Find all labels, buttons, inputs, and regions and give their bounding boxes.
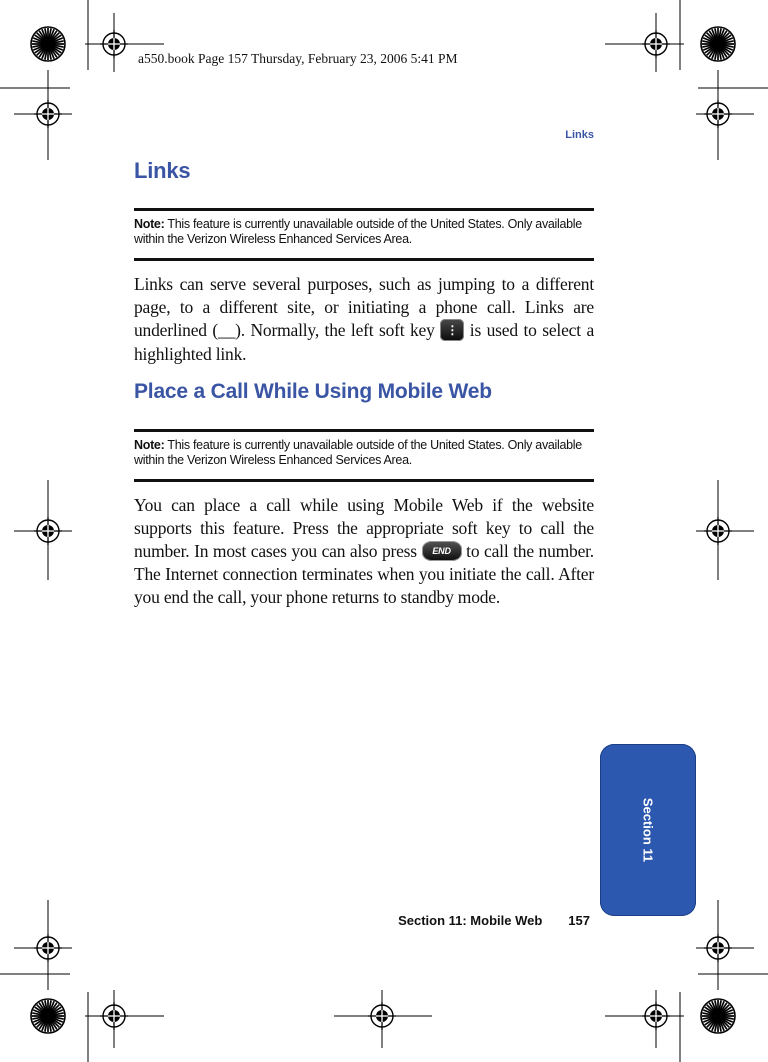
running-head: Links [565,129,594,141]
links-note-text: This feature is currently unavailable outside of the United States. Only available within the Verizon Wireless Enhanced Services Area. [134,217,582,246]
page-number: 157 [568,913,590,928]
section-tab-label: Section 11 [640,797,656,863]
page-content [134,156,594,609]
links-note [134,208,594,261]
links-body-text-1: Links can serve several purposes, such as jumping to a different page, to a different site, or initiating a phone call. Links are underlined (__). Normally, the left soft key [134,274,594,340]
place-call-note [134,429,594,482]
end-key-icon: END [422,541,462,561]
left-soft-key-icon: ⋮ [440,319,464,341]
links-heading: Links [134,158,191,183]
place-call-heading: Place a Call While Using Mobile Web [134,379,492,403]
place-call-note-text: This feature is currently unavailable outside of the United States. Only available within the Verizon Wireless Enhanced Services Area. [134,437,582,467]
place-call-body [134,494,594,609]
place-call-note-label: Note: [134,437,165,452]
page-footer [398,913,590,928]
footer-section-label: Section 11: Mobile Web [398,913,543,928]
place-call-body-text-2: to call the number. The Internet connection terminates when you initiate the call. After you end the call, your phone returns to standby mode. [134,540,594,607]
section-tab [600,744,696,916]
links-body [134,273,594,366]
links-note-label: Note: [134,217,165,231]
place-call-body-text-1: You can place a call while using Mobile Web if the website supports this feature. Press the appropriate soft key to call the number. In most cases you can also press [134,494,594,561]
book-header: a550.book Page 157 Thursday, February 23, 2006 5:41 PM [138,51,458,66]
links-body-text-2: is used to select a highlighted link. [134,320,595,364]
